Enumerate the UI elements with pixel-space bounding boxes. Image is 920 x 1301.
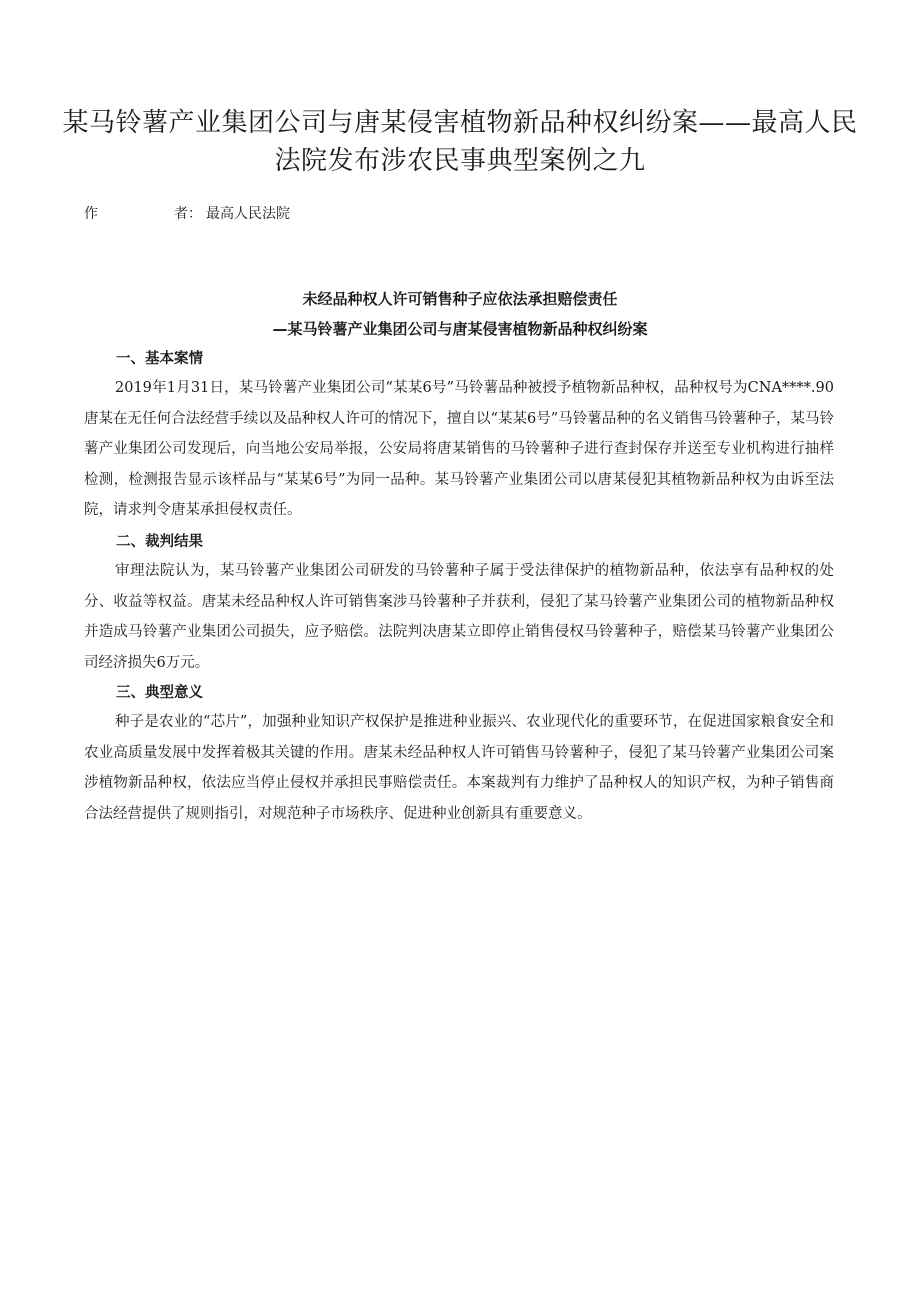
section-heading-significance: 三、典型意义: [116, 685, 203, 701]
case-subtitle-secondary: —某马铃薯产业集团公司与唐某侵害植物新品种权纠纷案: [272, 320, 648, 338]
section-body-basic-facts: 2019年1月31日，某马铃薯产业集团公司“某某6号”马铃薯品种被授予植物新品种权，品种权号为CNA****.90唐某在无任何合法经营手续以及品种权人许可的情况下，擅自以“某某6号”马铃薯品种的名义销售马铃薯种子，某马铃薯产业集团公司发现后，向当地公安局举报，公安局将唐某销售的马铃薯种子进行查封保存并送至专业机构进行抽样检测，检测报告显示该样品与“某某6号”为同一品种。某马铃薯产业集团公司以唐某侵犯其植物新品种权为由诉至法院，请求判令唐某承担侵权责任。: [84, 380, 834, 518]
section-body-significance: 种子是农业的“芯片”，加强种业知识产权保护是推进种业振兴、农业现代化的重要环节，在促进国家粮食安全和农业高质量发展中发挥着极其关键的作用。唐某未经品种权人许可销售马铃薯种子，侵犯了某马铃薯产业集团公司案涉植物新品种权，依法应当停止侵权并承担民事赔偿责任。本案裁判有力维护了品种权人的知识产权，为种子销售商合法经营提供了规则指引，对规范种子市场秩序、促进种业创新具有重要意义。: [84, 714, 834, 822]
author-label-second-char: 者: [174, 206, 188, 222]
author-label-first-char: 作: [84, 206, 98, 222]
author-colon: ：: [188, 206, 202, 222]
section-heading-judgment: 二、裁判结果: [116, 534, 203, 550]
document-title: 某马铃薯产业集团公司与唐某侵害植物新品种权纠纷案——最高人民法院发布涉农民事典型案例之九: [62, 108, 858, 176]
section-heading-basic-facts: 一、基本案情: [116, 351, 203, 367]
author-value: 最高人民法院: [206, 206, 290, 222]
case-subtitle-main: 未经品种权人许可销售种子应依法承担赔偿责任: [302, 290, 618, 308]
section-body-judgment: 审理法院认为，某马铃薯产业集团公司研发的马铃薯种子属于受法律保护的植物新品种，依法享有品种权的处分、收益等权益。唐某未经品种权人许可销售案涉马铃薯种子并获利，侵犯了某马铃薯产业集团公司的植物新品种权并造成马铃薯产业集团公司损失，应予赔偿。法院判决唐某立即停止销售侵权马铃薯种子，赔偿某马铃薯产业集团公司经济损失6万元。: [84, 563, 834, 671]
